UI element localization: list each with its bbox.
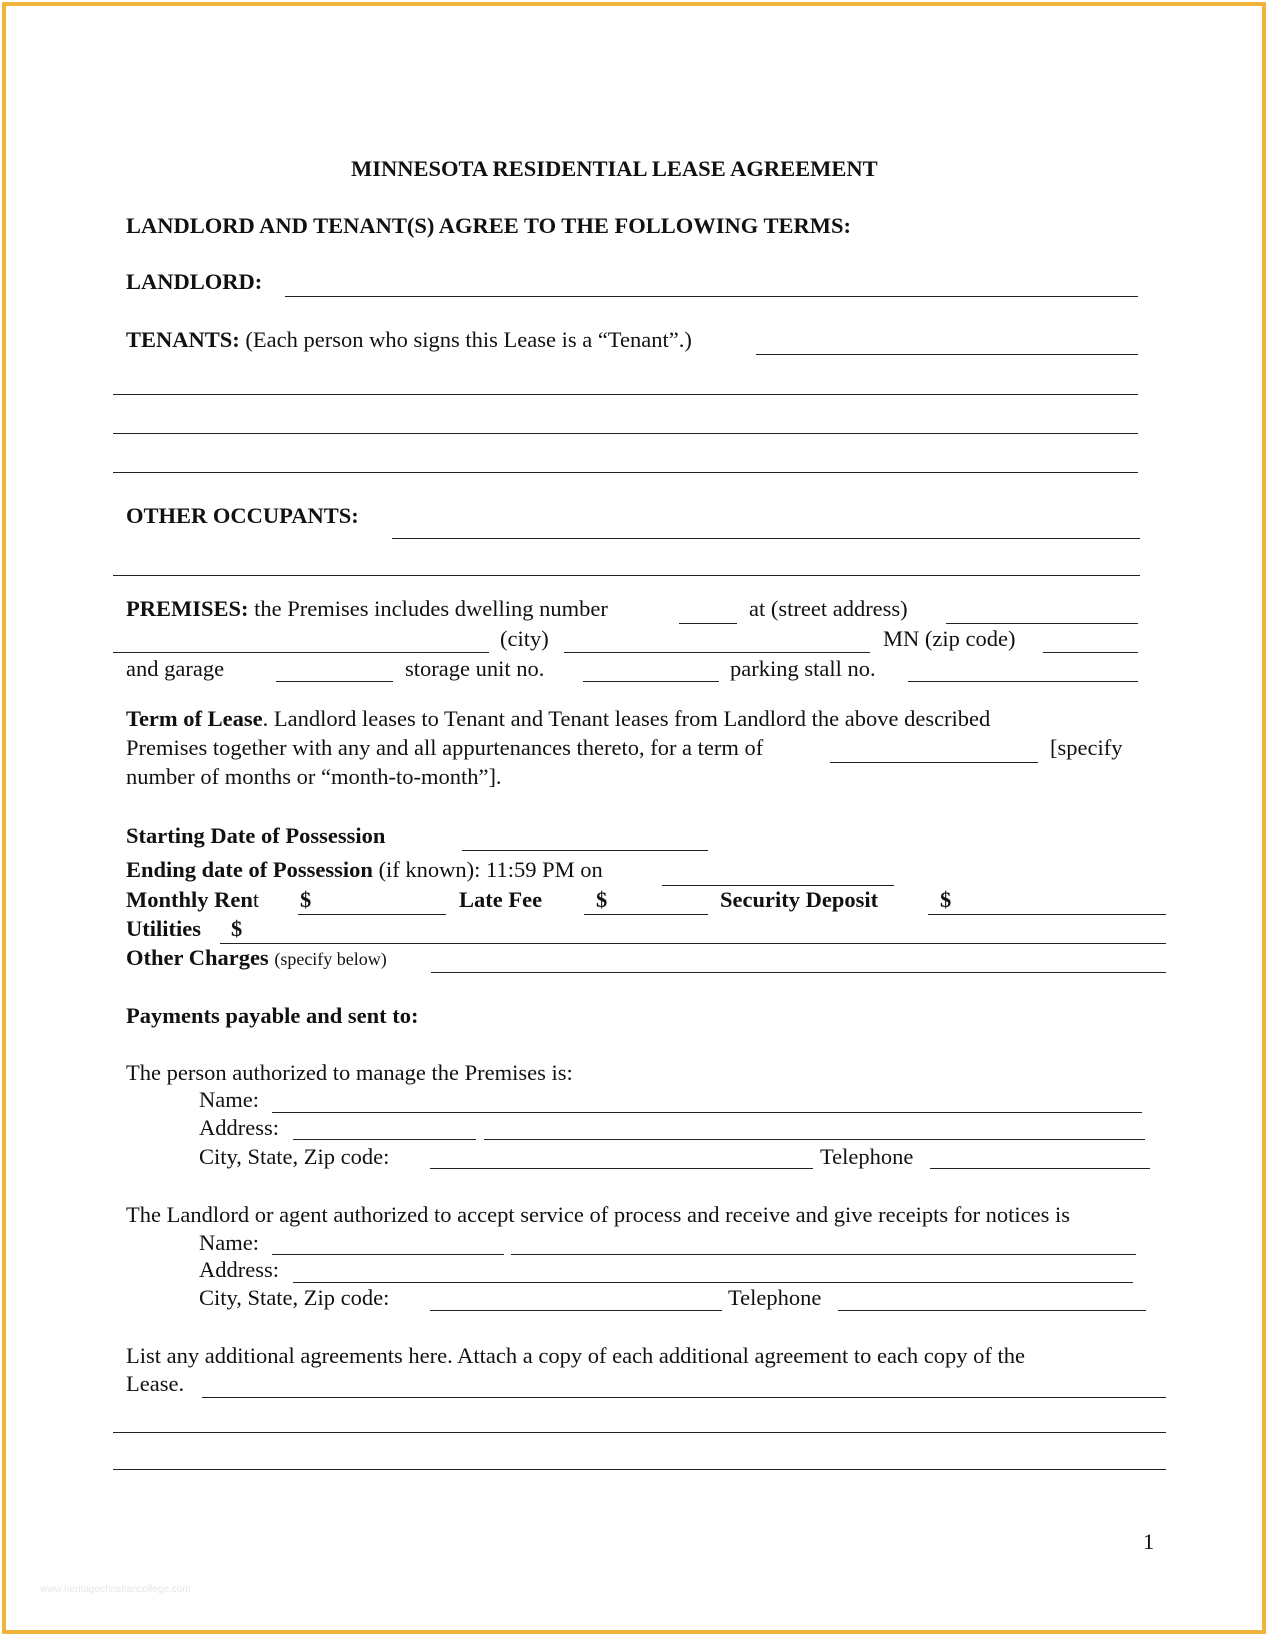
monthly-rent-text-end: t bbox=[252, 887, 260, 912]
dwelling-number-field[interactable] bbox=[679, 623, 737, 624]
premises-row-1 bbox=[126, 596, 608, 622]
agent-telephone-label: Telephone bbox=[728, 1285, 822, 1310]
occupants-label: OTHER OCCUPANTS: bbox=[126, 503, 359, 528]
tenants-field-1[interactable] bbox=[756, 354, 1138, 355]
manager-name-field[interactable] bbox=[272, 1112, 1142, 1113]
tenants-field-2[interactable] bbox=[113, 394, 1138, 395]
page-number: 1 bbox=[1143, 1529, 1155, 1554]
parking-label: parking stall no. bbox=[730, 656, 876, 681]
street-address-label: at (street address) bbox=[749, 596, 908, 621]
street-address-field-2[interactable] bbox=[113, 652, 489, 653]
manager-city-field[interactable] bbox=[430, 1168, 813, 1169]
agent-telephone-field[interactable] bbox=[838, 1310, 1146, 1311]
street-address-field[interactable] bbox=[946, 623, 1138, 624]
city-field[interactable] bbox=[564, 652, 870, 653]
late-fee-field[interactable] bbox=[584, 914, 708, 915]
agent-city-field[interactable] bbox=[430, 1310, 722, 1311]
agent-name-field-1[interactable] bbox=[272, 1254, 504, 1255]
zip-label: MN (zip code) bbox=[883, 626, 1016, 651]
security-deposit-field[interactable] bbox=[928, 914, 1166, 915]
additional-agreements-line-1: List any additional agreements here. Attach a copy of each additional agreement to each copy of the bbox=[126, 1343, 1026, 1368]
tenants-label: TENANTS: bbox=[126, 327, 240, 352]
manager-address-label: Address: bbox=[199, 1115, 279, 1140]
late-fee-label: Late Fee bbox=[459, 887, 543, 912]
tenants-field-4[interactable] bbox=[113, 472, 1138, 473]
manager-telephone-field[interactable] bbox=[930, 1168, 1150, 1169]
occupants-field-2[interactable] bbox=[113, 575, 1140, 576]
rent-dollar: $ bbox=[300, 887, 312, 912]
zip-field[interactable] bbox=[1043, 652, 1138, 653]
premises-text: the Premises includes dwelling number bbox=[254, 596, 608, 621]
monthly-rent-text: Monthly Ren bbox=[126, 887, 253, 912]
agent-address-field[interactable] bbox=[293, 1282, 1133, 1283]
agent-name-field-2[interactable] bbox=[511, 1254, 1136, 1255]
manager-intro: The person authorized to manage the Premises is: bbox=[126, 1060, 573, 1085]
agent-address-label: Address: bbox=[199, 1257, 279, 1282]
intro-heading: LANDLORD AND TENANT(S) AGREE TO THE FOLLOWING TERMS: bbox=[126, 213, 851, 238]
utilities-field[interactable] bbox=[220, 943, 1166, 944]
ending-date-label: Ending date of Possession bbox=[126, 857, 373, 882]
storage-field[interactable] bbox=[583, 681, 719, 682]
tenants-field-3[interactable] bbox=[113, 433, 1138, 434]
security-deposit-label: Security Deposit bbox=[720, 887, 879, 912]
agent-intro: The Landlord or agent authorized to accept service of process and receive and give receipts for notices is bbox=[126, 1202, 1070, 1227]
landlord-label: LANDLORD: bbox=[126, 269, 263, 294]
term-line-3: number of months or “month-to-month”]. bbox=[126, 764, 502, 789]
utilities-dollar: $ bbox=[231, 916, 243, 941]
tenants-row bbox=[126, 327, 692, 353]
term-label: Term of Lease bbox=[126, 706, 263, 731]
ending-date-row bbox=[126, 857, 603, 883]
deposit-dollar: $ bbox=[940, 887, 952, 912]
manager-address-field-1[interactable] bbox=[293, 1139, 476, 1140]
starting-date-field[interactable] bbox=[462, 850, 708, 851]
other-charges-label: Other Charges bbox=[126, 945, 269, 970]
starting-date-label: Starting Date of Possession bbox=[126, 823, 386, 848]
manager-city-label: City, State, Zip code: bbox=[199, 1144, 390, 1169]
monthly-rent-label bbox=[126, 887, 259, 913]
ending-date-field[interactable] bbox=[662, 885, 894, 886]
ending-date-note: (if known): 11:59 PM on bbox=[378, 857, 603, 882]
agent-name-label: Name: bbox=[199, 1230, 259, 1255]
payments-label: Payments payable and sent to: bbox=[126, 1003, 419, 1028]
storage-label: storage unit no. bbox=[405, 656, 545, 681]
parking-field[interactable] bbox=[908, 681, 1138, 682]
term-field[interactable] bbox=[830, 762, 1038, 763]
occupants-field-1[interactable] bbox=[392, 538, 1140, 539]
tenants-note: (Each person who signs this Lease is a “Tenant”.) bbox=[245, 327, 692, 352]
additional-agreements-field-3[interactable] bbox=[113, 1469, 1166, 1470]
watermark-text: www.heritagechristiancollege.com bbox=[40, 1584, 191, 1595]
other-charges-note: (specify below) bbox=[274, 949, 387, 969]
document-title: MINNESOTA RESIDENTIAL LEASE AGREEMENT bbox=[351, 156, 878, 181]
additional-agreements-line-2: Lease. bbox=[126, 1371, 185, 1396]
other-charges-row bbox=[126, 945, 387, 972]
term-line-1 bbox=[126, 706, 990, 732]
term-line-2: Premises together with any and all appurtenances thereto, for a term of bbox=[126, 735, 764, 760]
landlord-field[interactable] bbox=[285, 296, 1138, 297]
additional-agreements-field-2[interactable] bbox=[113, 1432, 1166, 1433]
late-fee-dollar: $ bbox=[596, 887, 608, 912]
page-border bbox=[2, 2, 1266, 1634]
other-charges-field[interactable] bbox=[431, 972, 1166, 973]
manager-name-label: Name: bbox=[199, 1087, 259, 1112]
term-text-1: . Landlord leases to Tenant and Tenant leases from Landlord the above described bbox=[262, 706, 991, 731]
garage-field[interactable] bbox=[276, 681, 393, 682]
city-label: (city) bbox=[500, 626, 549, 651]
premises-label: PREMISES: bbox=[126, 596, 249, 621]
utilities-label: Utilities bbox=[126, 916, 201, 941]
term-specify: [specify bbox=[1050, 735, 1123, 760]
additional-agreements-field-1[interactable] bbox=[202, 1397, 1166, 1398]
manager-address-field-2[interactable] bbox=[484, 1139, 1145, 1140]
manager-telephone-label: Telephone bbox=[820, 1144, 914, 1169]
agent-city-label: City, State, Zip code: bbox=[199, 1285, 390, 1310]
monthly-rent-field[interactable] bbox=[298, 914, 446, 915]
garage-label: and garage bbox=[126, 656, 225, 681]
